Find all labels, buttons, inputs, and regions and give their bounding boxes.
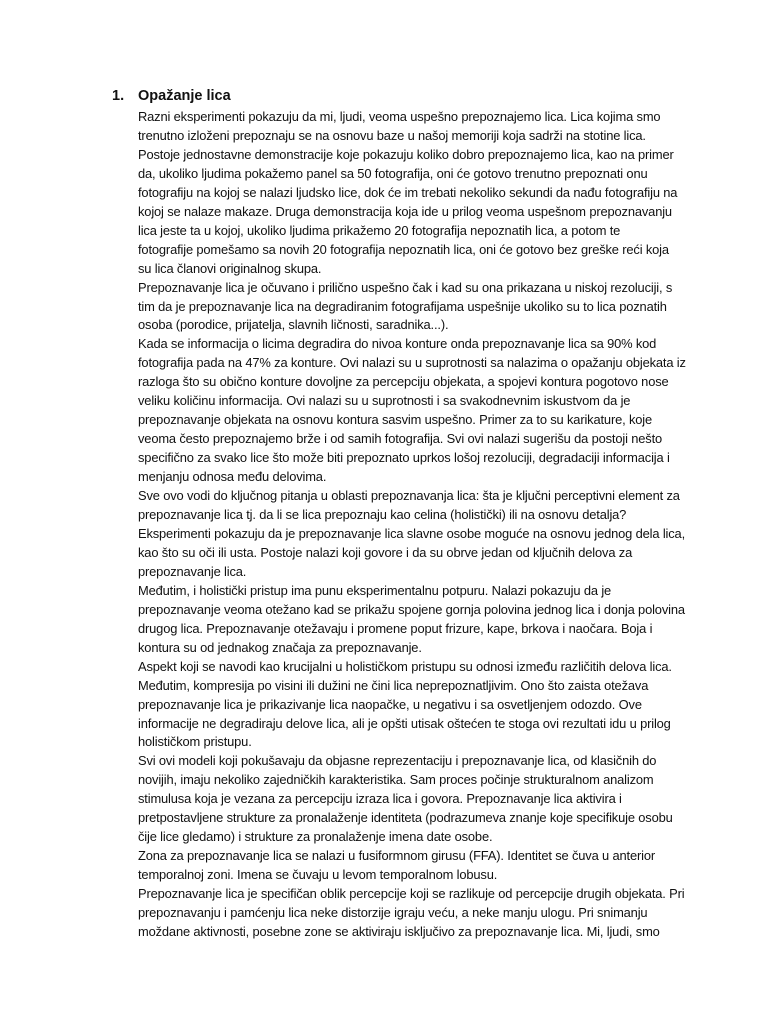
text-line: razloga što su obično konture dovoljne za percepciju objekata, a spojevi kontura pogotovo nose	[138, 374, 669, 390]
section-number: 1.	[112, 88, 125, 104]
text-line: stimulusa koja je vezana za percepciju izraza lica i govora. Prepoznavanje lica aktivira i	[138, 791, 622, 807]
text-line: kao što su oči ili usta. Postoje nalazi koji govore i da su obrve jedan od ključnih delova za	[138, 544, 633, 560]
text-line: Aspekt koji se navodi kao krucijalni u holističkom pristupu su odnosi između različitih delova lica.	[138, 658, 672, 674]
text-line: da, ukoliko ljudima pokažemo panel sa 50 fotografija, oni će gotovo trenutno prepoznati onu	[138, 165, 648, 181]
text-line: su lica članovi originalnog skupa.	[138, 260, 322, 276]
text-line: Eksperimenti pokazuju da je prepoznavanje lica slavne osobe moguće na osnovu jednog dela lica,	[138, 525, 686, 541]
text-line: novijih, imaju nekoliko zajedničkih karakteristika. Sam proces počinje strukturalnom analizom	[138, 772, 654, 788]
text-line: prepoznavanje veoma otežano kad se prikažu spojene gornja polovina jednog lica i donja polovina	[138, 601, 685, 617]
text-line: osoba (porodice, prijatelja, slavnih ličnosti, saradnika...).	[138, 317, 449, 333]
text-line: prepoznavanje objekata na osnovu kontura sasvim uspešno. Primer za to su karikature, koje	[138, 412, 653, 428]
text-line: tim da je prepoznavanje lica na degradiranim fotografijama uspešnije ukoliko su to lica poznatih	[138, 298, 667, 314]
text-line: prepoznavanje lica.	[138, 563, 247, 579]
section-title: Opažanje lica	[138, 88, 231, 104]
body-text	[138, 108, 708, 942]
text-line: Kada se informacija o licima degradira do nivoa konture onda prepoznavanje lica sa 90% kod	[138, 336, 657, 352]
text-line: fotografiju na kojoj se nalazi ljudsko lice, dok će im trebati nekoliko sekundi da nađu fotografiju na	[138, 184, 678, 200]
text-line: temporalnoj zoni. Imena se čuvaju u levom temporalnom lobusu.	[138, 867, 498, 883]
text-line: Prepoznavanje lica je specifičan oblik percepcije koji se razlikuje od percepcije drugih objekata. Pri	[138, 886, 685, 902]
text-line: čije lice gledamo) i strukture za pronalaženje imena date osobe.	[138, 829, 493, 845]
text-line: specifično za svako lice što može biti prepoznato uprkos lošoj rezoluciji, degradaciji informacija i	[138, 450, 670, 466]
text-line: kontura su od jednakog značaja za prepoznavanje.	[138, 639, 422, 655]
text-line: Prepoznavanje lica je očuvano i prilično uspešno čak i kad su ona prikazana u niskoj rezoluciji, s	[138, 279, 673, 295]
text-line: Međutim, i holistički pristup ima punu eksperimentalnu potpuru. Nalazi pokazuju da je	[138, 582, 612, 598]
text-line: Zona za prepoznavanje lica se nalazi u fusiformnom girusu (FFA). Identitet se čuva u anterior	[138, 848, 655, 864]
text-line: pretpostavljene strukture za pronalaženje identiteta (podrazumeva znanje koje specifikuje osobu	[138, 810, 673, 826]
text-line: veoma često prepoznajemo brže i od samih fotografija. Svi ovi nalazi sugerišu da postoji nešto	[138, 431, 663, 447]
text-line: menjanju odnosa među delovima.	[138, 469, 327, 485]
section-heading	[112, 86, 231, 106]
text-line: trenutno izloženi prepoznaju se na osnovu baze u našoj memoriji koja sadrži na stotine lica.	[138, 127, 646, 143]
text-line: prepoznavanju i pamćenju lica neke distorzije igraju veću, a neke manju ulogu. Pri snimanju	[138, 905, 648, 921]
text-line: prepoznavanje lica je prikazivanje lica naopačke, u negativu i sa osvetljenjem odozdo. Ove	[138, 696, 642, 712]
text-line: kojoj se nalaze makaze. Druga demonstracija koja ide u prilog veoma uspešnom prepoznavanju	[138, 203, 672, 219]
text-line: lica jeste ta u kojoj, ukoliko ljudima prikažemo 20 fotografija nepoznatih lica, a potom te	[138, 222, 621, 238]
text-line: informacije ne degradiraju delove lica, ali je opšti utisak oštećen te stoga ovi rezultati idu u prilog	[138, 715, 671, 731]
text-line: fotografije pomešamo sa novih 20 fotografija nepoznatih lica, oni će gotovo bez greške reći koja	[138, 241, 669, 257]
text-line: Svi ovi modeli koji pokušavaju da objasne reprezentaciju i prepoznavanje lica, od klasičnih do	[138, 753, 657, 769]
text-line: fotografija pada na 47% za konture. Ovi nalazi su u suprotnosti sa nalazima o opažanju objekata iz	[138, 355, 686, 371]
text-line: prepoznavanje lica tj. da li se lica prepoznaju kao celina (holistički) ili na osnovu detalja?	[138, 507, 627, 523]
text-line: Međutim, kompresija po visini ili dužini ne čini lica neprepoznatljivim. Ono što zaista otežava	[138, 677, 649, 693]
text-line: holističkom pristupu.	[138, 734, 252, 750]
text-line: Postoje jednostavne demonstracije koje pokazuju koliko dobro prepoznajemo lica, kao na primer	[138, 146, 674, 162]
text-line: Razni eksperimenti pokazuju da mi, ljudi, veoma uspešno prepoznajemo lica. Lica kojima smo	[138, 109, 661, 124]
text-line: drugog lica. Prepoznavanje otežavaju i promene poput frizure, kape, brkova i naočara. Boja i	[138, 620, 653, 636]
text-line: veliku količinu informacija. Ovi nalazi su u suprotnosti i sa svakodnevnim iskustvom da je	[138, 393, 631, 409]
text-line: Sve ovo vodi do ključnog pitanja u oblasti prepoznavanja lica: šta je ključni perceptivni element za	[138, 488, 680, 504]
text-line: moždane aktivnosti, posebne zone se aktiviraju isključivo za prepoznavanje lica. Mi, ljudi, smo	[138, 923, 660, 939]
